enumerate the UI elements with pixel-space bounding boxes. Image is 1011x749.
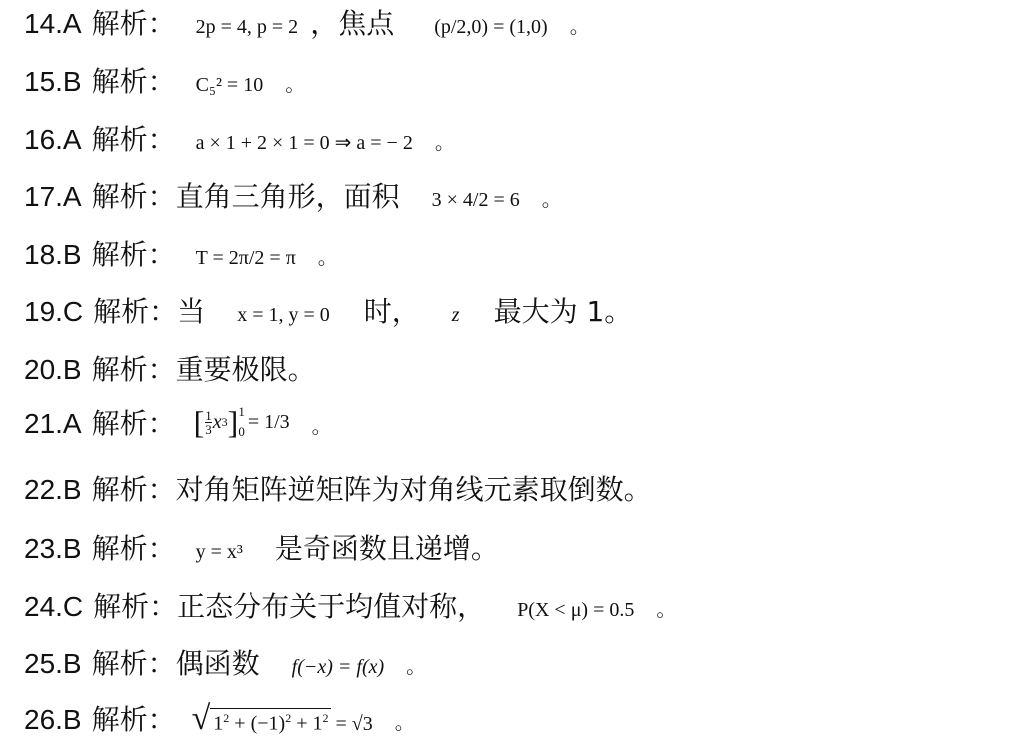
explanation-label: 解析： bbox=[91, 123, 176, 156]
answer-line-22 bbox=[24, 468, 652, 508]
math-expression: 2p = 4, p = 2 bbox=[195, 16, 299, 38]
question-number: 18.B bbox=[24, 239, 82, 270]
explanation-label: 解析： bbox=[91, 353, 176, 386]
explanation-text: 直角三角形，面积 bbox=[175, 180, 400, 213]
explanation-text: 当 bbox=[177, 295, 206, 328]
explanation-label: 解析： bbox=[91, 238, 176, 271]
question-number: 21.A bbox=[24, 408, 82, 439]
explanation-text: 偶函数 bbox=[175, 647, 260, 680]
question-number: 25.B bbox=[24, 648, 82, 679]
end-mark: 。 bbox=[541, 187, 562, 211]
explanation-label: 解析： bbox=[91, 7, 176, 40]
question-number: 16.A bbox=[24, 124, 82, 155]
math-variable: z bbox=[451, 304, 460, 326]
explanation-text: 是奇函数且递增。 bbox=[274, 532, 499, 565]
definite-integral-evaluation: [ $\frac{1}{3}$ x 3 ] 1 0 = 1/3 bbox=[193, 404, 290, 440]
question-number: 20.B bbox=[24, 354, 82, 385]
answer-line-24 bbox=[24, 585, 676, 625]
answer-line-19 bbox=[24, 290, 632, 330]
explanation-text: 正态分布关于均值对称， bbox=[177, 590, 486, 623]
explanation-text-2: 时， bbox=[363, 295, 420, 328]
question-number: 23.B bbox=[24, 533, 82, 564]
math-expression: x = 1, y = 0 bbox=[237, 304, 330, 326]
math-expression: f(−x) = f(x) bbox=[291, 656, 385, 678]
answer-line-20 bbox=[24, 348, 316, 388]
explanation-text-3: 最大为 1。 bbox=[493, 295, 633, 328]
explanation-label: 解析： bbox=[91, 407, 176, 440]
end-mark: 。 bbox=[394, 710, 415, 734]
explanation-label: 解析： bbox=[91, 532, 176, 565]
math-expression: = √3 bbox=[335, 713, 373, 735]
math-expression: P(X < μ) = 0.5 bbox=[517, 599, 635, 621]
answer-line-18 bbox=[24, 233, 338, 273]
math-expression: a × 1 + 2 × 1 = 0 ⇒ a = − 2 bbox=[195, 132, 413, 154]
distance-calculation: √ $1^2 + (-1)^2 + 1^2$ = √3 bbox=[191, 700, 373, 737]
explanation-text: 对角矩阵逆矩阵为对角线元素取倒数。 bbox=[175, 473, 652, 506]
question-number: 26.B bbox=[24, 704, 82, 735]
answer-line-21 bbox=[24, 402, 332, 442]
explanation-label: 解析： bbox=[91, 647, 176, 680]
math-expression-2: (p/2,0) = (1,0) bbox=[434, 16, 548, 38]
question-number: 17.A bbox=[24, 181, 82, 212]
math-expression: C₅² = 10 bbox=[195, 74, 264, 96]
answer-line-25 bbox=[24, 642, 426, 682]
end-mark: 。 bbox=[434, 130, 455, 154]
explanation-text: 重要极限。 bbox=[175, 353, 316, 386]
end-mark: 。 bbox=[569, 14, 590, 38]
answer-line-26 bbox=[24, 698, 415, 738]
question-number: 14.A bbox=[24, 8, 82, 39]
explanation-label: 解析： bbox=[93, 590, 178, 623]
question-number: 22.B bbox=[24, 474, 82, 505]
explanation-label: 解析： bbox=[91, 180, 176, 213]
answer-line-17 bbox=[24, 175, 562, 215]
end-mark: 。 bbox=[317, 245, 338, 269]
explanation-text: ，焦点 bbox=[310, 7, 395, 40]
math-expression: y = x³ bbox=[195, 541, 243, 563]
answer-line-23 bbox=[24, 527, 499, 567]
question-number: 15.B bbox=[24, 66, 82, 97]
question-number: 19.C bbox=[24, 296, 84, 327]
explanation-label: 解析： bbox=[91, 473, 176, 506]
explanation-label: 解析： bbox=[91, 65, 176, 98]
end-mark: 。 bbox=[656, 597, 677, 621]
math-expression: = 1/3 bbox=[247, 410, 290, 433]
explanation-label: 解析： bbox=[93, 295, 178, 328]
answer-line-14 bbox=[24, 2, 590, 42]
answer-line-15 bbox=[24, 60, 305, 100]
explanation-label: 解析： bbox=[91, 703, 176, 736]
math-expression: 3 × 4/2 = 6 bbox=[431, 189, 520, 211]
end-mark: 。 bbox=[406, 654, 427, 678]
math-expression: T = 2π/2 = π bbox=[195, 247, 296, 269]
answer-line-16 bbox=[24, 118, 455, 158]
question-number: 24.C bbox=[24, 591, 84, 622]
end-mark: 。 bbox=[285, 72, 306, 96]
end-mark: 。 bbox=[311, 414, 332, 438]
